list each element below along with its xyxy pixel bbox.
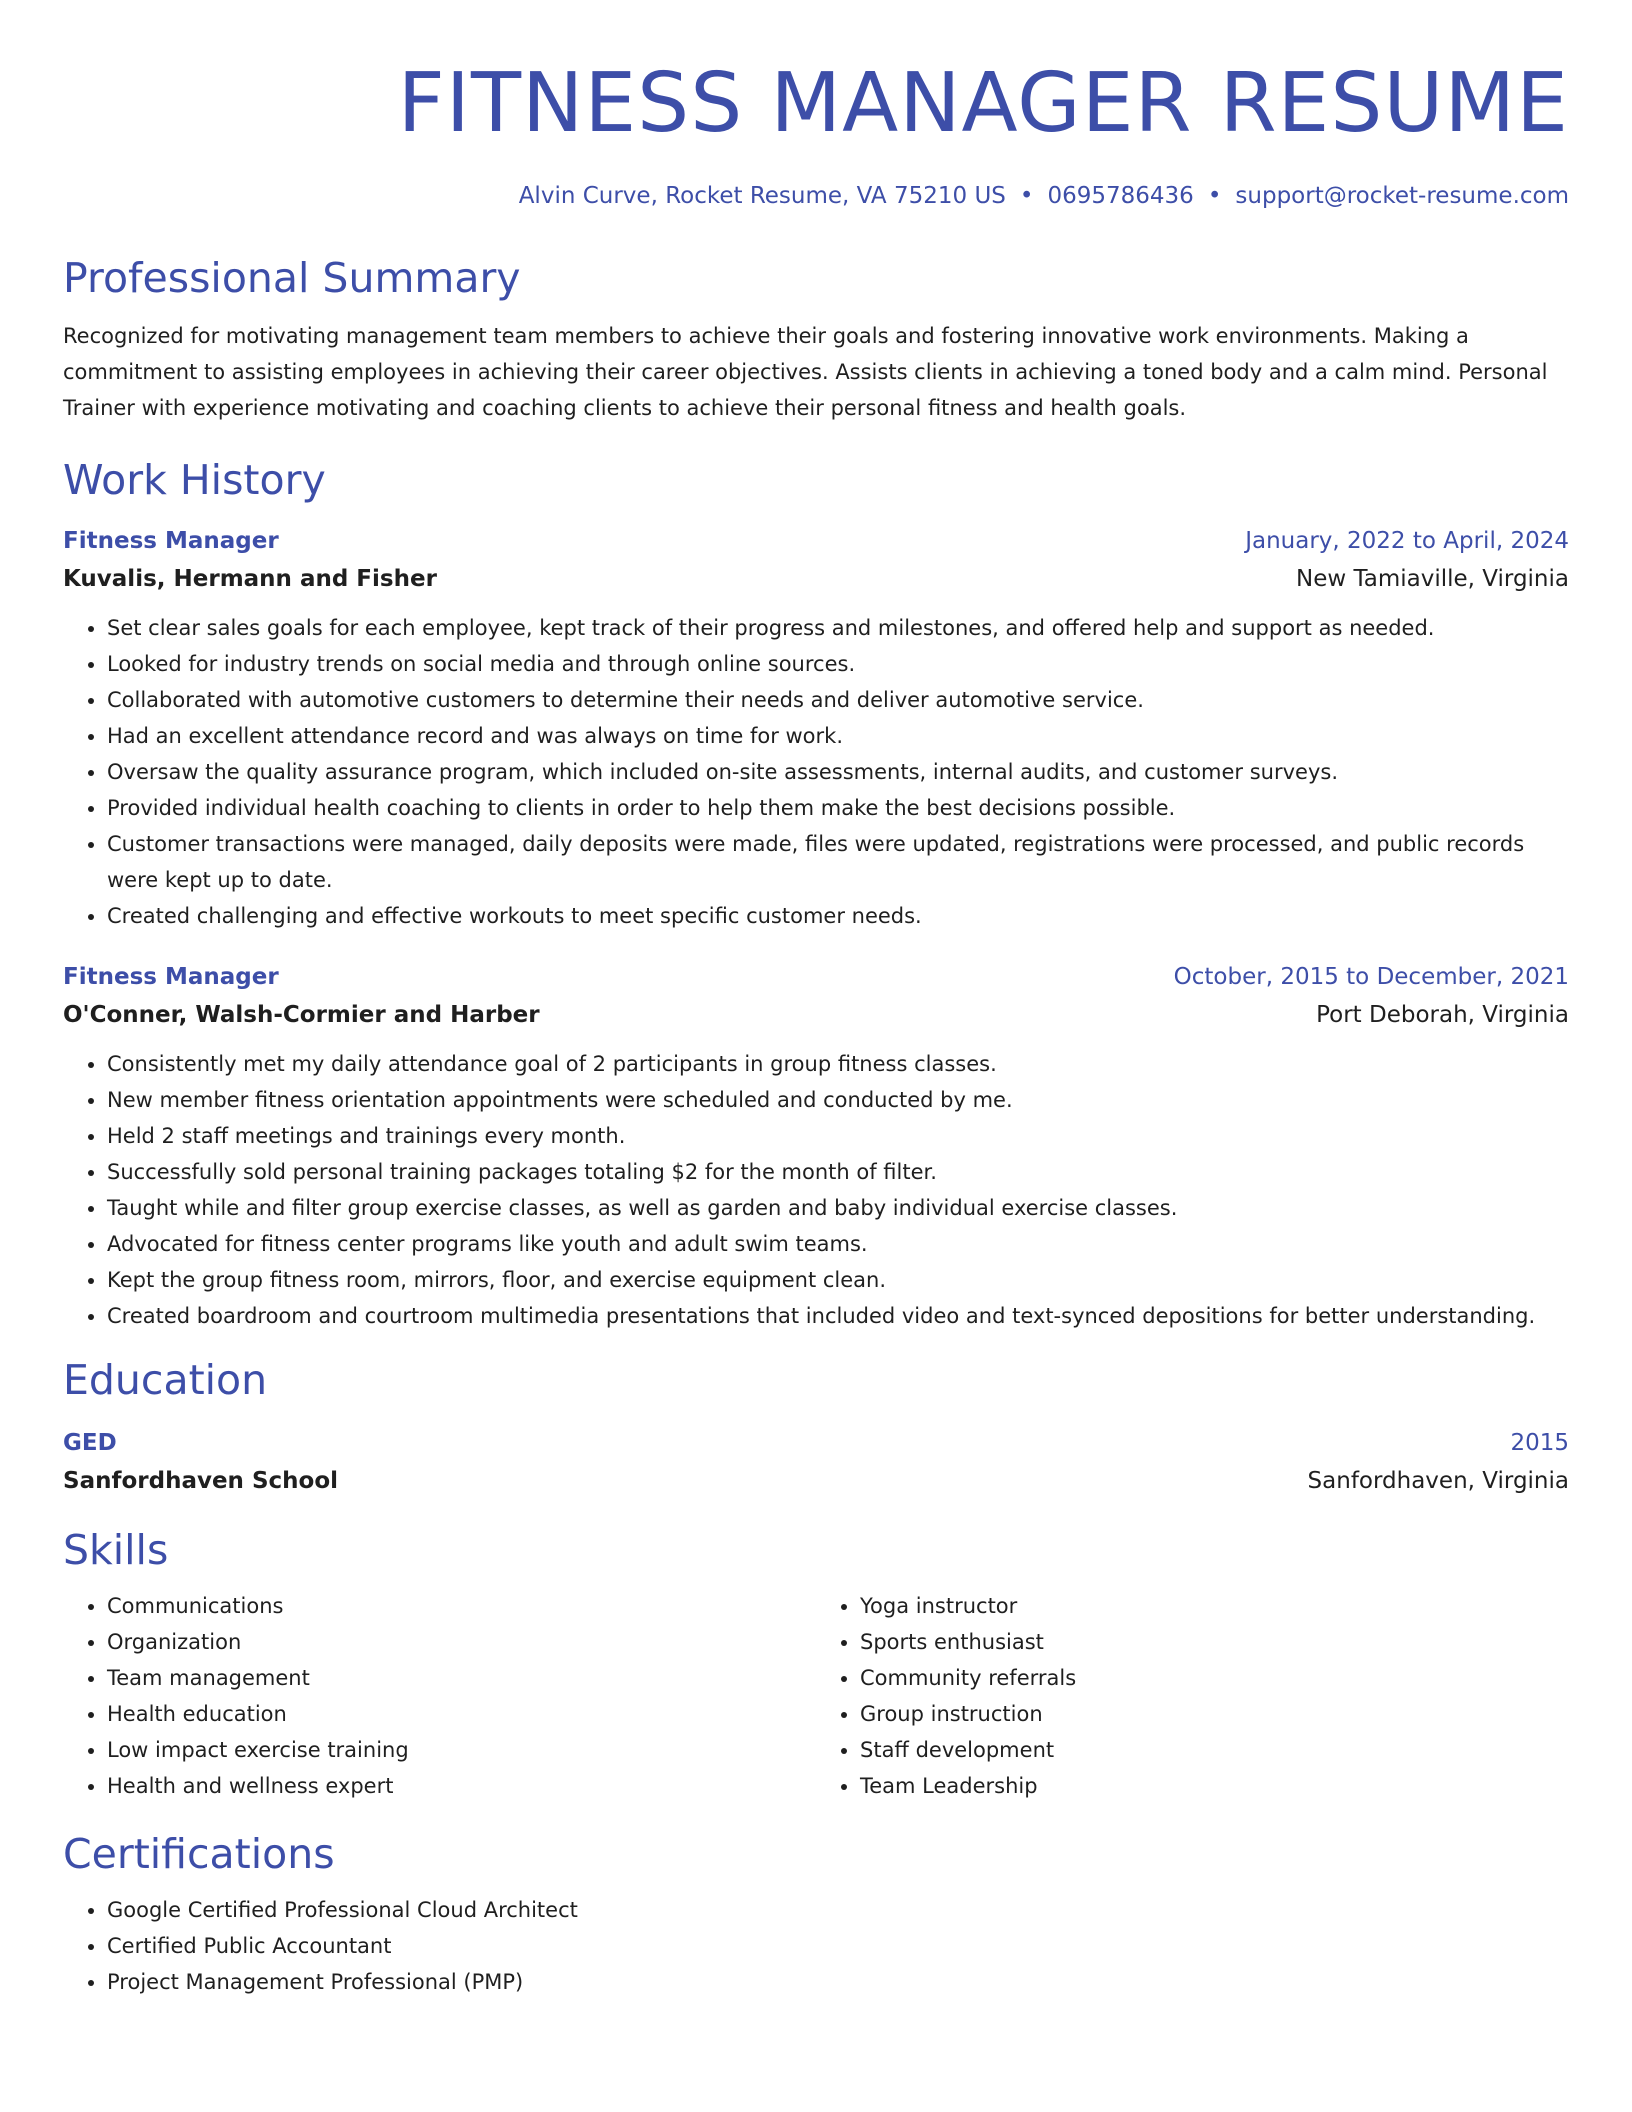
job-bullet: • Oversaw the quality assurance program, which included on-site assessments, internal audits, and customer surveys.: [107, 754, 1569, 790]
contact-email[interactable]: support@rocket-resume.com: [1235, 183, 1569, 209]
skill-item: • Sports enthusiast: [860, 1624, 1569, 1660]
job-bullet: • Had an excellent attendance record and was always on time for work.: [107, 718, 1569, 754]
education-school-row: [63, 1462, 1569, 1500]
job-entry: [63, 958, 1569, 1334]
job-bullet: • Set clear sales goals for each employee, kept track of their progress and milestones, and offered help and support as needed.: [107, 610, 1569, 646]
certification-item: • Certified Public Accountant: [107, 1928, 1569, 1964]
job-bullet: • Customer transactions were managed, daily deposits were made, files were updated, registrations were processed, and public records were kept up to date.: [107, 826, 1569, 898]
education-degree: GED: [63, 1430, 117, 1456]
resume-title: FITNESS MANAGER RESUME: [397, 56, 1569, 151]
job-location: Port Deborah, Virginia: [1316, 1002, 1569, 1028]
skill-item: • Team Leadership: [860, 1768, 1569, 1804]
education-entry: [63, 1424, 1569, 1500]
job-bullet: • Held 2 staff meetings and trainings every month.: [107, 1118, 1569, 1154]
skill-item: • Team management: [107, 1660, 816, 1696]
job-bullets: [63, 610, 1569, 934]
skill-item: • Communications: [107, 1588, 816, 1624]
skill-item: • Low impact exercise training: [107, 1732, 816, 1768]
job-role: Fitness Manager: [63, 528, 279, 554]
skill-item: • Yoga instructor: [860, 1588, 1569, 1624]
job-bullet: • Provided individual health coaching to clients in order to help them make the best decisions possible.: [107, 790, 1569, 826]
skills-list-right: [816, 1588, 1569, 1804]
skill-item: • Health and wellness expert: [107, 1768, 816, 1804]
job-title-row: [63, 958, 1569, 996]
job-company-row: [63, 560, 1569, 598]
skills-columns: [63, 1576, 1569, 1804]
contact-phone: 0695786436: [1047, 183, 1194, 209]
job-dates: October, 2015 to December, 2021: [1173, 964, 1569, 990]
skill-item: • Staff development: [860, 1732, 1569, 1768]
contact-address: Alvin Curve, Rocket Resume, VA 75210 US: [518, 183, 1006, 209]
education-location: Sanfordhaven, Virginia: [1307, 1468, 1569, 1494]
resume-header: [63, 56, 1569, 212]
job-company: O'Conner, Walsh-Cormier and Harber: [63, 1002, 540, 1028]
job-bullet: • Consistently met my daily attendance goal of 2 participants in group fitness classes.: [107, 1046, 1569, 1082]
education-degree-row: [63, 1424, 1569, 1462]
contact-line: [63, 180, 1569, 212]
certification-item: • Google Certified Professional Cloud Architect: [107, 1892, 1569, 1928]
skill-item: • Community referrals: [860, 1660, 1569, 1696]
job-bullet: • Looked for industry trends on social media and through online sources.: [107, 646, 1569, 682]
job-location: New Tamiaville, Virginia: [1296, 566, 1569, 592]
job-bullet: • Collaborated with automotive customers to determine their needs and deliver automotive service.: [107, 682, 1569, 718]
job-title-row: [63, 522, 1569, 560]
skills-heading: Skills: [63, 1526, 169, 1574]
job-bullet: • Kept the group fitness room, mirrors, floor, and exercise equipment clean.: [107, 1262, 1569, 1298]
job-company: Kuvalis, Hermann and Fisher: [63, 566, 437, 592]
skill-item: • Group instruction: [860, 1696, 1569, 1732]
job-bullet: • Taught while and filter group exercise classes, as well as garden and baby individual exercise classes.: [107, 1190, 1569, 1226]
education-school: Sanfordhaven School: [63, 1468, 339, 1494]
contact-separator: •: [1019, 183, 1034, 209]
job-company-row: [63, 996, 1569, 1034]
education-heading: Education: [63, 1356, 268, 1404]
job-role: Fitness Manager: [63, 964, 279, 990]
education-year: 2015: [1510, 1430, 1569, 1456]
job-bullet: • Successfully sold personal training packages totaling $2 for the month of filter.: [107, 1154, 1569, 1190]
job-bullet: • Created challenging and effective workouts to meet specific customer needs.: [107, 898, 1569, 934]
skill-item: • Organization: [107, 1624, 816, 1660]
skills-list-left: [63, 1588, 816, 1804]
certifications-list: [63, 1892, 1569, 2000]
job-bullets: [63, 1046, 1569, 1334]
contact-separator: •: [1207, 183, 1222, 209]
job-dates: January, 2022 to April, 2024: [1245, 528, 1569, 554]
summary-heading: Professional Summary: [63, 254, 521, 302]
job-bullet: • Created boardroom and courtroom multimedia presentations that included video and text-synced depositions for better understanding.: [107, 1298, 1569, 1334]
work-history-heading: Work History: [63, 456, 326, 504]
job-bullet: • Advocated for fitness center programs like youth and adult swim teams.: [107, 1226, 1569, 1262]
certification-item: • Project Management Professional (PMP): [107, 1964, 1569, 2000]
job-bullet: • New member fitness orientation appointments were scheduled and conducted by me.: [107, 1082, 1569, 1118]
job-entry: [63, 522, 1569, 934]
certifications-heading: Certifications: [63, 1830, 335, 1878]
summary-text: Recognized for motivating management team members to achieve their goals and fostering innovative work environments. Making a commitment to assisting employees in achieving their career objectives. Assists clients in achieving a toned body and a calm mind. Personal Trainer with experience motivating and coaching clients to achieve their personal fitness and health goals.: [63, 324, 1548, 420]
skill-item: • Health education: [107, 1696, 816, 1732]
